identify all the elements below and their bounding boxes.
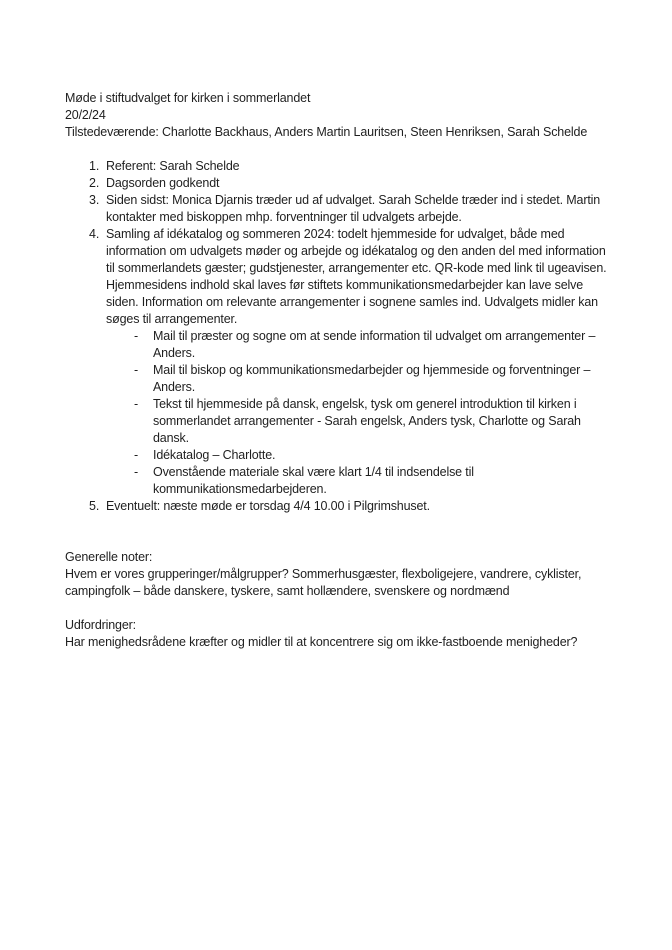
agenda-sub-item-1: - Mail til præster og sogne om at sende information til udvalget om arrangementer – Anders.	[106, 328, 608, 362]
agenda-sub-item-3: - Tekst til hjemmeside på dansk, engelsk, tysk om generel introduktion til kirken i sommerlandet arrangementer - Sarah engelsk, Anders tysk, Charlotte og Sarah dansk.	[106, 396, 608, 447]
agenda-item-text: Dagsorden godkendt	[106, 176, 220, 190]
agenda-item-text: Referent: Sarah Schelde	[106, 159, 240, 173]
agenda-sub-list	[106, 328, 608, 498]
agenda-item-2	[65, 175, 608, 192]
general-notes-section	[65, 549, 608, 600]
agenda-item-3	[65, 192, 608, 226]
challenges-heading: Udfordringer:	[65, 618, 136, 632]
document-title: Møde i stiftudvalget for kirken i sommerlandet	[65, 91, 311, 105]
attendees-line: Tilstedeværende: Charlotte Backhaus, Anders Martin Lauritsen, Steen Henriksen, Sarah Schelde	[65, 125, 588, 139]
agenda-item-4	[65, 226, 608, 498]
agenda-item-1	[65, 158, 608, 175]
agenda-list	[65, 158, 608, 515]
challenges-body: Har menighedsrådene kræfter og midler til at koncentrere sig om ikke-fastboende menigheder?	[65, 635, 578, 649]
agenda-sub-item-4: - Idékatalog – Charlotte.	[106, 447, 608, 464]
general-notes-body: Hvem er vores grupperinger/målgrupper? Sommerhusgæster, flexboligejere, vandrere, cyklister, campingfolk – både danskere, tyskere, samt hollændere, svenskere og nordmænd	[65, 567, 582, 598]
agenda-item-text: Eventuelt: næste møde er torsdag 4/4 10.00 i Pilgrimshuset.	[106, 499, 430, 513]
agenda-item-text: Siden sidst: Monica Djarnis træder ud af udvalget. Sarah Schelde træder ind i stedet. Martin kontakter med biskoppen mhp. forventninger til udvalgets arbejde.	[106, 193, 601, 224]
agenda-item-text: Samling af idékatalog og sommeren 2024: todelt hjemmeside for udvalget, både med information om udvalgets møder og arbejde og idékatalog og den anden del med information til sommerlandets gæster; gudstjenester, arrangementer etc. QR-kode med link til ugeavisen. Hjemmesidens indhold skal laves før stiftets kommunikationsmedarbejder kan lave selve siden. Information om relevante arrangementer i sognene samles ind. Udvalgets midler kan søges til arrangementer.	[106, 227, 607, 326]
document-date: 20/2/24	[65, 108, 106, 122]
agenda-sub-item-2: - Mail til biskop og kommunikationsmedarbejder og hjemmeside og forventninger – Anders.	[106, 362, 608, 396]
general-notes-heading: Generelle noter:	[65, 550, 153, 564]
agenda-sub-item-5: - Ovenstående materiale skal være klart 1/4 til indsendelse til kommunikationsmedarbejderen.	[106, 464, 608, 498]
agenda-item-5	[65, 498, 608, 515]
challenges-section	[65, 617, 608, 651]
blank-line	[65, 515, 608, 532]
